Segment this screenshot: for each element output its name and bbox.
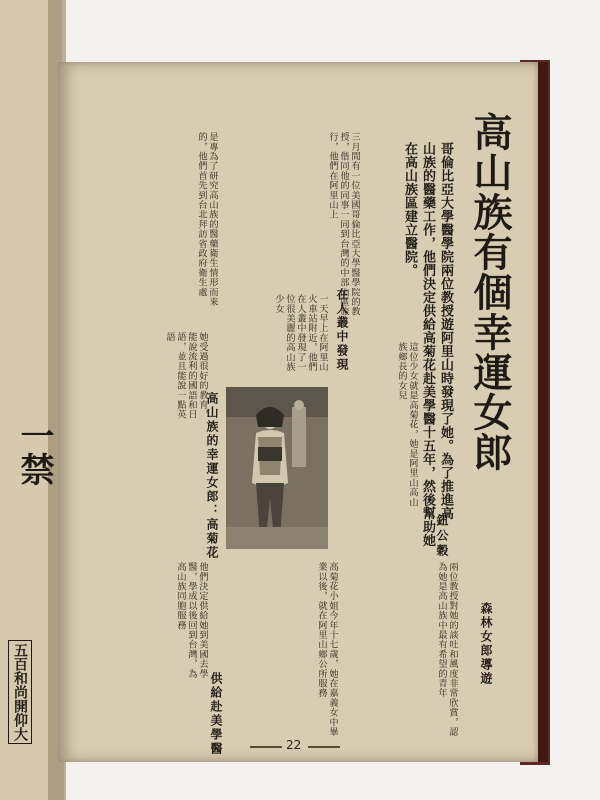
body-column-lower-right: 這位少女就是高菊花，她是阿里山高山族鄉長的女兒 (396, 342, 418, 507)
photo-caption: 高山族的幸運女郎：高菊花 (205, 392, 219, 560)
page-number-rule-right (308, 746, 340, 748)
portrait-photo-image (226, 387, 328, 549)
body-column-upper-1: 三月間有一位美國哥倫比亞大學醫學院的教授，偕同他的同事一同到台灣的中部山區旅行，他們在阿里山上 (327, 132, 360, 317)
page-number: 22 (286, 738, 302, 752)
body-column-lower-1: 高菊花小姐今年十七歲，她在嘉義女中畢業以後，就在阿里山鄉公所服務 (316, 562, 338, 737)
body-column-lower-2: 兩位教授對她的談吐和風度非常欣賞，認為她是高山族中最有希望的青年 (436, 562, 458, 737)
magazine-page (58, 62, 538, 762)
page-number-rule-left (250, 746, 282, 748)
article-subtitle-line-1: 哥倫比亞大學醫學院兩位教授遊阿里山時發現了她。為了推進高 (438, 142, 453, 520)
facing-page (0, 0, 60, 800)
facing-page-heading: 一禁 (14, 418, 54, 486)
body-column-middle-2: 她受過很好的教育，能說流利的國語和日語，並且能說一點英語 (164, 332, 208, 420)
body-column-lower-3: 他們決定供給她到美國去學醫，學成以後回到台灣，為高山族同胞服務 (175, 562, 208, 679)
article-subtitle-line-2: 山族的醫藥工作，他們決定供給高菊花赴美學醫十五年，然後幫助她 (420, 142, 435, 547)
section-heading-forest-guide: 森林女郎導遊 (479, 602, 493, 686)
body-column-middle: 一天早上在阿里山火車站附近，他們在人叢中發現了一位很美麗的高山族少女 (273, 294, 328, 372)
facing-page-boxed-text: 五百和尚開仰大 (8, 640, 32, 744)
article-author: 鈕公穀 (435, 514, 449, 559)
section-heading-medical-study: 供給赴美學醫 (209, 672, 223, 756)
body-column-upper-2: 是專為了研究高山族的醫藥衛生情形而來的，他們首先到台北拜訪省政府衛生處 (196, 132, 218, 307)
article-title: 高山族有個幸運女郎 (467, 112, 513, 472)
article-subtitle-line-3: 在高山族區建立醫院。 (402, 142, 417, 277)
section-heading-discovery: 在人叢中發現 (335, 288, 349, 372)
portrait-photo (226, 387, 328, 549)
